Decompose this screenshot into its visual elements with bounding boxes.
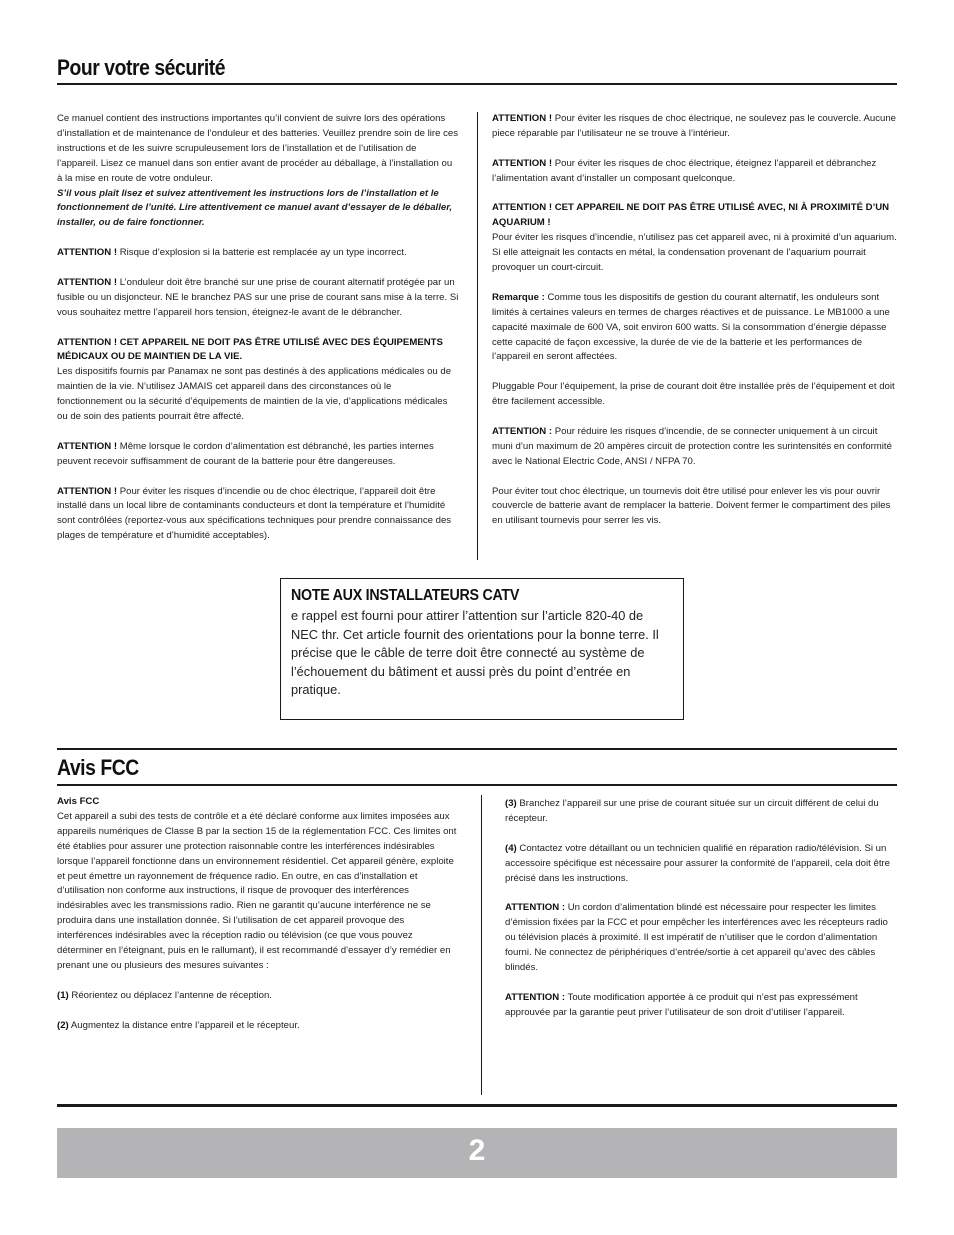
safety-warning-4: ATTENTION ! Même lorsque le cordon d’alimentation est débranché, les parties internes peuvent recevoir suffisamment de courant de la batterie pour être dangereuses. xyxy=(57,440,434,467)
fcc-title-rule xyxy=(57,784,897,786)
safety-warning-5: ATTENTION ! Pour éviter les risques d’incendie ou de choc électrique, l’appareil doit être installé dans un local libre de contaminants conducteurs et dont la température et l’humidité sont contrôlées (reportez-vous aux spécifications techniques pour prendre connaissance des plages de température et d’humidité acceptables). xyxy=(57,485,452,542)
fcc-left-column xyxy=(57,795,457,1048)
safety-warning-r3: ATTENTION ! CET APPAREIL NE DOIT PAS ÊTRE UTILISÉ AVEC, NI À PROXIMITÉ D’UN AQUARIUM ! Pour éviter les risques d’incendie, n’utilisez pas cet appareil avec, ni à proximité d’un aquarium. Si elle atteignait les contacts en métal, la condensation provenant de l’aquarium pourrait provoquer un court-circuit. xyxy=(492,202,897,274)
fcc-measure-3: (3) Branchez l’appareil sur une prise de courant située sur un circuit différent de celui du récepteur. xyxy=(505,798,879,824)
safety-title-rule xyxy=(57,83,897,85)
fcc-attention-2: ATTENTION : Toute modification apportée à ce produit qui n’est pas expressément approuvée par la garantie peut priver l’utilisateur de son droit d’utiliser l’appareil. xyxy=(505,991,858,1018)
catv-note-box xyxy=(280,578,684,720)
catv-note-title: NOTE AUX INSTALLATEURS CATV xyxy=(291,587,520,604)
fcc-measure-1: (1) Réorientez ou déplacez l’antenne de réception. xyxy=(57,989,272,1001)
safety-intro-emphasis: S’il vous plaît lisez et suivez attentivement les instructions lors de l’installation et le fonctionnement de l’unité. Lire attentivement ce manuel avant d’essayer de le déballer, installer, ou de faire fonctionner. xyxy=(57,187,453,229)
page-number-bar xyxy=(57,1128,897,1178)
fcc-section-title: Avis FCC xyxy=(57,755,139,780)
safety-right-column xyxy=(492,112,897,544)
safety-warning-2: ATTENTION ! L’onduleur doit être branché sur une prise de courant alternatif protégée par un fusible ou un disjoncteur. NE le branchez PAS sur une prise de courant sans mise à la terre. Si vous souhaitez mettre l’appareil hors tension, éteignez-le avant de le débrancher. xyxy=(57,276,459,318)
safety-warning-3: ATTENTION ! CET APPAREIL NE DOIT PAS ÊTRE UTILISÉ AVEC DES ÉQUIPEMENTS MÉDICAUX OU DE MAINTIEN DE LA VIE. Les dispositifs fournis par Panamax ne sont pas destinés à des applications médicales ou de maintien de la vie. N’utilisez JAMAIS cet appareil dans des circonstances où le fonctionnement ou la sécurité d’équipements de maintien de la vie, d’applications médicales ou de soin des patients pourrait être affecté. xyxy=(57,336,452,423)
safety-warning-r6: ATTENTION : Pour réduire les risques d’incendie, de se connecter uniquement à un circuit muni d’un maximum de 20 ampères circuit de protection contre les surintensités en conformité avec le National Electric Code, ANSI / NFPA 70. xyxy=(492,425,892,467)
safety-left-column xyxy=(57,112,459,559)
fcc-column-divider xyxy=(481,795,482,1095)
fcc-top-rule xyxy=(57,748,897,750)
fcc-attention-1: ATTENTION : Un cordon d’alimentation blindé est nécessaire pour respecter les limites d’émission fixées par la FCC et pour empêcher les interférences avec les récepteurs radio ou télévision placés à proximité. Il est impératif de n’utiliser que le cordon d’alimentation fourni. Ne connectez de périphériques d’entrée/sortie à cet appareil qu’avec des câbles blindés. xyxy=(505,902,888,973)
safety-section-title: Pour votre sécurité xyxy=(57,55,226,80)
footer-rule xyxy=(57,1104,897,1107)
fcc-measure-2: (2) Augmentez la distance entre l’appareil et le récepteur. xyxy=(57,1019,300,1031)
safety-screwdriver-note: Pour éviter tout choc électrique, un tournevis doit être utilisé pour enlever les vis pour ouvrir couvercle de batterie avant de remplacer la batterie. Doivent fermer le compartiment des piles en utilisant tournevis pour serrer les vis. xyxy=(492,485,891,527)
fcc-heading: Avis FCC xyxy=(57,796,100,807)
fcc-measure-4: (4) Contactez votre détaillant ou un technicien qualifié en réparation radio/télévision. Si un accessoire spécifique est nécessaire pour assurer la conformité de l’appareil, cela doit être précisé dans les instructions. xyxy=(505,842,891,884)
safety-intro: Ce manuel contient des instructions importantes qu’il convient de suivre lors des opérations d’installation et de maintenance de l’onduleur et des batteries. Veuillez prendre soin de lire ces instructions et de les suivre scrupuleusement lors de l’installation et de l’utilisation de l’appareil. Lisez ce manuel dans son entier avant de procéder au déballage, à l’installation ou à la mise en route de votre onduleur. S’il vous plaît lisez et suivez attentivement les instructions lors de l’installation et le fonctionnement de l’unité. Lire attentivement ce manuel avant d’essayer de le déballer, installer, ou de faire fonctionner. xyxy=(57,113,459,229)
fcc-right-column xyxy=(505,797,897,1035)
safety-warning-r1: ATTENTION ! Pour éviter les risques de choc électrique, ne soulevez pas le couvercle. Aucune piece réparable par l’utilisateur ne se trouve à l’intérieur. xyxy=(492,113,897,139)
safety-remark: Remarque : Comme tous les dispositifs de gestion du courant alternatif, les onduleurs sont limités à certaines valeurs en termes de charges réactives et de puissance. Le MB1000 a une capacité maximale de 600 VA, soit environ 600 watts. Si la consommation d’énergie dépasse cette capacité de façon excessive, la durée de vie de la batterie et les performances de l’appareil en seront affectées. xyxy=(492,291,890,363)
page-number: 2 xyxy=(468,1134,486,1167)
safety-warning-1: ATTENTION ! Risque d’explosion si la batterie est remplacée ay un type incorrect. xyxy=(57,247,407,259)
safety-column-divider xyxy=(477,112,478,560)
fcc-intro: Avis FCC Cet appareil a subi des tests de contrôle et a été déclaré conforme aux limites imposées aux appareils numériques de Classe B par la section 15 de la réglementation FCC. Ces limites ont été établies pour assurer une protection raisonnable contre les interférences indésirables lorsque l’appareil fonctionne dans un environnement résidentiel. Cet appareil génère, exploite et peut émettre un rayonnement de fréquence radio. En outre, en cas d’installation et d’utilisation non conforme aux instructions, il risque de provoquer des interférences indésirables avec les transmissions radio. Rien ne garantit qu’aucune interférence ne se produira dans une installation donnée. Si l’utilisation de cet appareil provoque des interférences indésirables avec la réception radio ou télévision (ce que vous pouvez déterminer en l’éteignant, puis en le rallumant), il est recommandé d’essayer d’y remédier en prenant une ou plusieurs des mesures suivantes : xyxy=(57,796,457,971)
catv-note-body: e rappel est fourni pour attirer l’attention sur l’article 820-40 de NEC thr. Cet article fournit des orientations pour la bonne terre. Il précise que le câble de terre doit être connecté au système de l’échouement du bâtiment et aussi près du point d’entrée en pratique. xyxy=(291,608,659,697)
safety-warning-r2: ATTENTION ! Pour éviter les risques de choc électrique, éteignez l’appareil et débranchez l’alimentation avant d’installer un composant quelconque. xyxy=(492,157,877,184)
safety-pluggable-note: Pluggable Pour l’équipement, la prise de courant doit être installée près de l’équipement et doit être facilement accessible. xyxy=(492,381,895,408)
